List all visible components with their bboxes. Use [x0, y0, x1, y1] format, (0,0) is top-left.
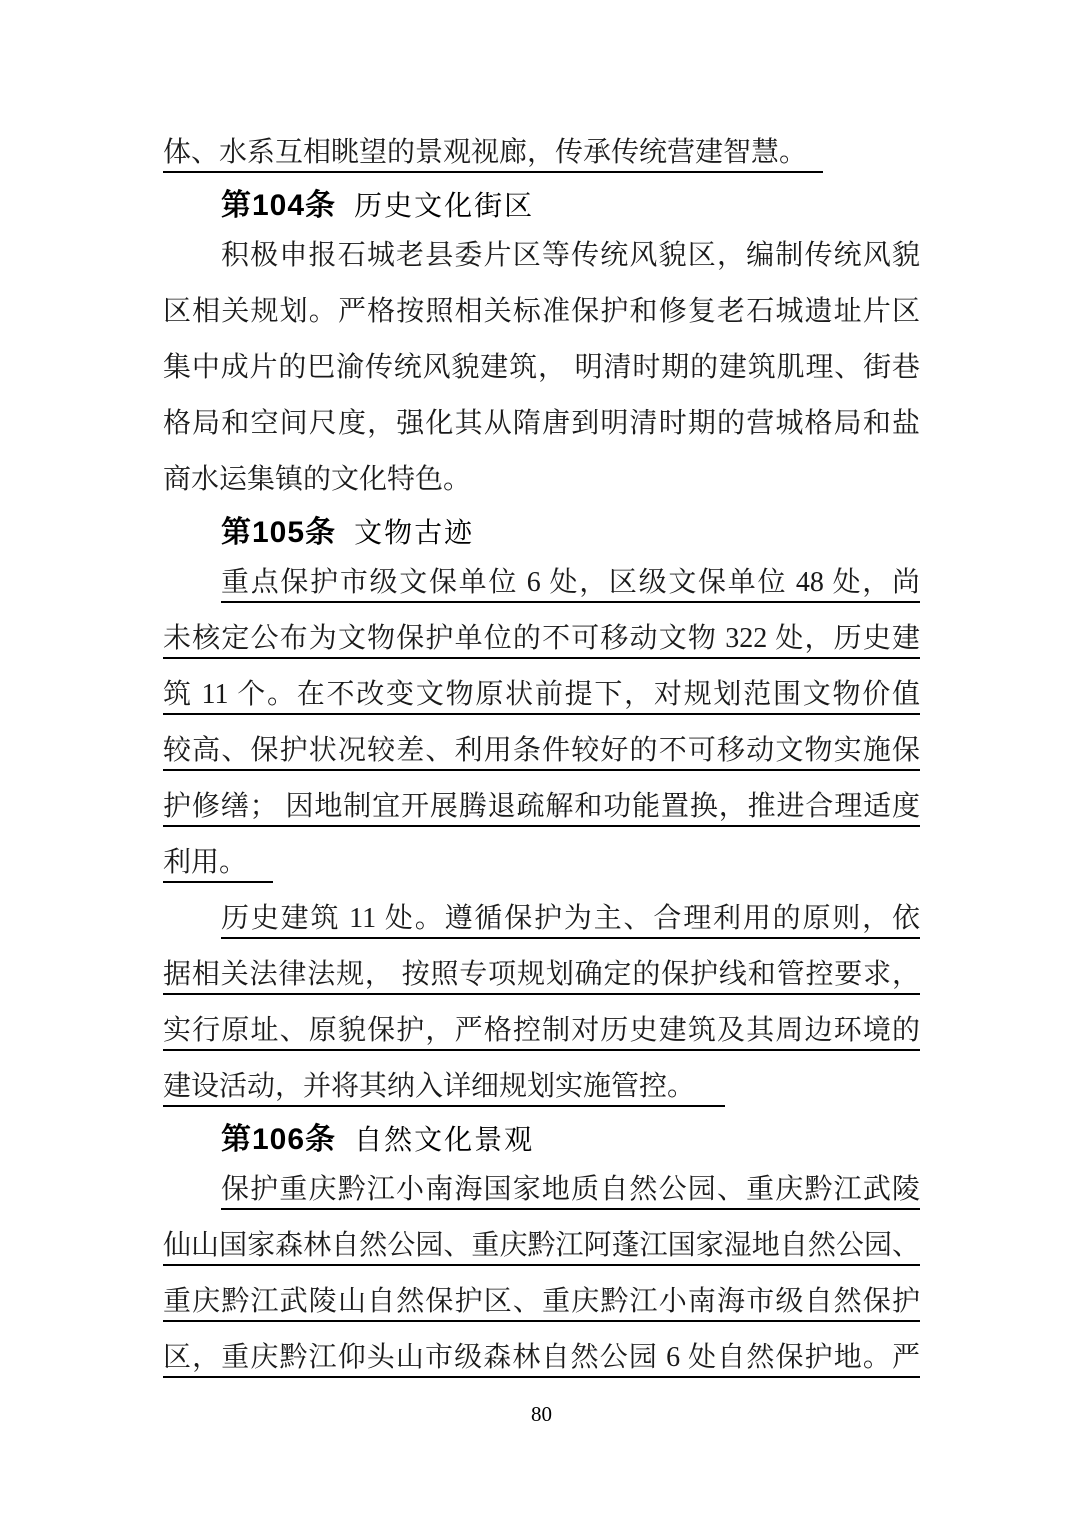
text-line	[163, 403, 920, 445]
text-line	[163, 347, 920, 389]
text-line	[163, 1337, 920, 1379]
line-text: 保护重庆黔江小南海国家地质自然公园、重庆黔江武陵	[221, 1174, 920, 1210]
section-heading	[163, 1122, 920, 1163]
line-text: 利用。	[163, 847, 273, 883]
section-title: 自然文化景观	[354, 1125, 535, 1156]
line-text: 仙山国家森林自然公园、重庆黔江阿蓬江国家湿地自然公园、	[163, 1230, 920, 1266]
paragraph	[163, 562, 920, 884]
line-text: 积极申报石城老县委片区等传统风貌区，编制传统风貌	[221, 240, 920, 271]
line-text: 据相关法律法规， 按照专项规划确定的保护线和管控要求，	[163, 959, 920, 995]
text-line	[163, 1010, 920, 1052]
line-text: 区，重庆黔江仰头山市级森林自然公园 6 处自然保护地。严	[163, 1342, 920, 1378]
text-line	[163, 291, 920, 333]
text-line	[163, 1225, 920, 1267]
paragraph	[163, 235, 920, 501]
line-text: 实行原址、原貌保护，严格控制对历史建筑及其周边环境的	[163, 1015, 920, 1051]
text-line	[163, 132, 920, 174]
line-text: 护修缮； 因地制宜开展腾退疏解和功能置换，推进合理适度	[163, 791, 920, 827]
section-number: 第106条	[221, 1123, 337, 1156]
section-heading	[163, 515, 920, 556]
text-line	[163, 618, 920, 660]
line-text: 筑 11 个。在不改变文物原状前提下，对规划范围文物价值	[163, 679, 920, 715]
text-line	[163, 674, 920, 716]
text-line	[163, 730, 920, 772]
page-number: 80	[531, 1402, 552, 1426]
paragraph	[163, 132, 920, 174]
section-title: 文物古迹	[354, 518, 475, 549]
document-body	[163, 132, 920, 1379]
text-line	[163, 1066, 920, 1108]
line-text: 体、水系互相眺望的景观视廊，传承传统营建智慧。	[163, 137, 823, 173]
section-number: 第105条	[221, 516, 337, 549]
line-text: 格局和空间尺度，强化其从隋唐到明清时期的营城格局和盐	[163, 408, 920, 439]
line-text: 建设活动，并将其纳入详细规划实施管控。	[163, 1071, 725, 1107]
line-text: 重点保护市级文保单位 6 处，区级文保单位 48 处，尚	[221, 567, 920, 603]
text-line	[163, 786, 920, 828]
page-footer	[163, 1401, 920, 1427]
section-heading	[163, 188, 920, 229]
text-line	[163, 235, 920, 277]
text-line	[163, 562, 920, 604]
section-number: 第104条	[221, 189, 337, 222]
section-title: 历史文化街区	[354, 191, 535, 222]
text-line	[163, 898, 920, 940]
line-text: 商水运集镇的文化特色。	[163, 464, 472, 495]
line-text: 重庆黔江武陵山自然保护区、重庆黔江小南海市级自然保护	[163, 1286, 920, 1322]
line-text: 历史建筑 11 处。遵循保护为主、合理利用的原则，依	[221, 903, 920, 939]
line-text: 未核定公布为文物保护单位的不可移动文物 322 处，历史建	[163, 623, 920, 659]
paragraph	[163, 898, 920, 1108]
line-text: 较高、保护状况较差、利用条件较好的不可移动文物实施保	[163, 735, 920, 771]
line-text: 集中成片的巴渝传统风貌建筑， 明清时期的建筑肌理、街巷	[163, 352, 920, 383]
text-line	[163, 1281, 920, 1323]
text-line	[163, 954, 920, 996]
line-text: 区相关规划。严格按照相关标准保护和修复老石城遗址片区	[163, 296, 920, 327]
text-line	[163, 842, 920, 884]
paragraph	[163, 1169, 920, 1379]
text-line	[163, 1169, 920, 1211]
text-line	[163, 459, 920, 501]
